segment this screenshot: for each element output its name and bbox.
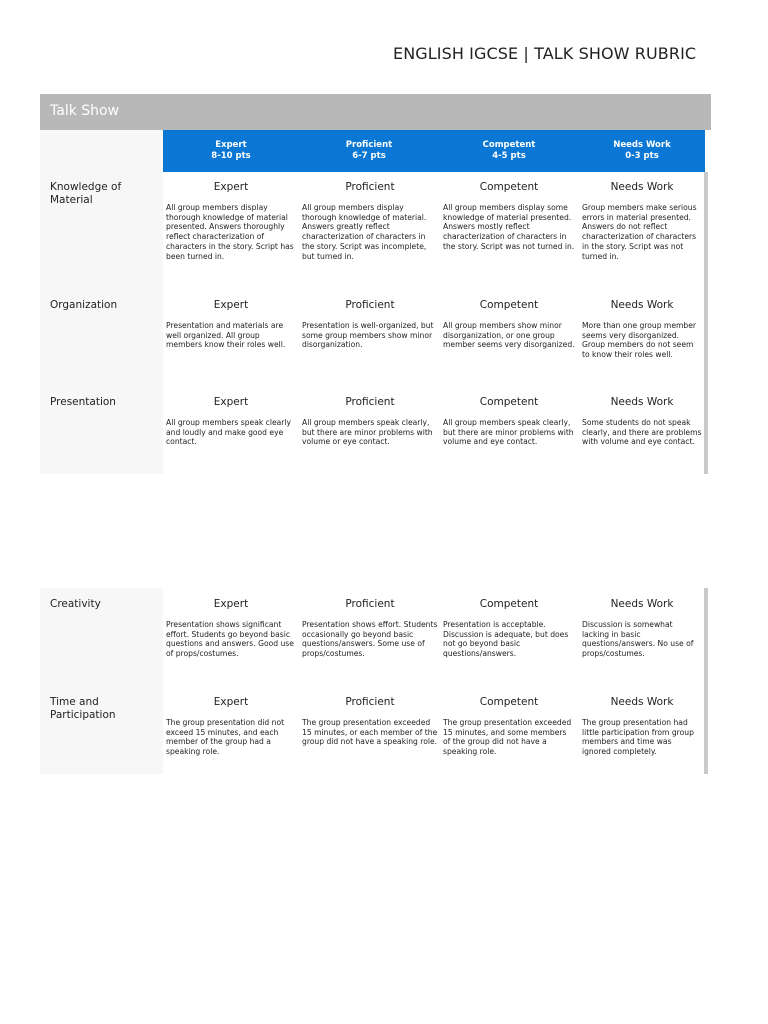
header-points: 4-5 pts xyxy=(492,151,526,161)
level-label: Needs Work xyxy=(610,181,674,193)
rubric-cell-proficient xyxy=(302,181,438,261)
rubric-cell-needs-work xyxy=(582,299,702,360)
level-label: Needs Work xyxy=(610,396,674,408)
level-label: Expert xyxy=(213,598,249,610)
criterion-row-time-participation xyxy=(40,696,705,766)
level-label: Competent xyxy=(479,181,539,193)
level-label: Proficient xyxy=(345,299,395,311)
level-description: All group members speak clearly and loudly and make good eye contact. xyxy=(166,418,291,447)
level-label: Competent xyxy=(479,598,539,610)
criterion-name: Organization xyxy=(50,299,118,311)
header-points: 0-3 pts xyxy=(625,151,659,161)
level-description: All group members display some knowledge of material presented. Answers mostly reflect characterization of characters in the story. Script was not turned in. xyxy=(443,203,575,251)
section-banner: Talk Show xyxy=(40,94,711,130)
header-points: 8-10 pts xyxy=(211,151,251,161)
rubric-cell-needs-work xyxy=(582,396,702,447)
level-label: Competent xyxy=(479,696,539,708)
level-description: The group presentation had little participation from group members and time was ignored completely. xyxy=(582,718,694,757)
level-label: Proficient xyxy=(345,598,395,610)
level-label: Needs Work xyxy=(610,598,674,610)
level-description: All group members speak clearly, but there are minor problems with volume or eye contact. xyxy=(302,418,433,447)
level-label: Proficient xyxy=(345,396,395,408)
rubric-table-part-1 xyxy=(40,130,711,474)
rubric-cell-proficient xyxy=(302,396,438,447)
criterion-row-presentation xyxy=(40,396,705,466)
header-needs-work xyxy=(579,130,705,172)
rubric-cell-needs-work xyxy=(582,696,702,757)
level-description: All group members display thorough knowledge of material. Answers greatly reflect characterization of characters in the story. Script was incomplete, but turned in. xyxy=(302,203,427,261)
level-description: Presentation is well-organized, but some group members show minor disorganization. xyxy=(302,321,434,350)
header-competent xyxy=(439,130,579,172)
level-description: All group members show minor disorganization, or one group member seems very disorganized. xyxy=(443,321,575,350)
criterion-row-organization xyxy=(40,299,705,389)
level-description: More than one group member seems very disorganized. Group members do not seem to know their roles well. xyxy=(582,321,697,360)
criterion-name: Creativity xyxy=(50,598,101,610)
level-description: The group presentation exceeded 15 minutes, or each member of the group did not have a speaking role. xyxy=(302,718,438,747)
criterion-name: Time and Participation xyxy=(50,696,116,721)
level-label: Competent xyxy=(479,396,539,408)
header-label: Proficient xyxy=(345,140,393,150)
level-description: The group presentation exceeded 15 minutes, and some members of the group did not have a speaking role. xyxy=(443,718,572,757)
rubric-cell-competent xyxy=(443,181,575,252)
header-label: Competent xyxy=(482,140,536,150)
level-description: Presentation is acceptable. Discussion is adequate, but does not go beyond basic questions/answers. xyxy=(443,620,569,659)
level-description: Presentation shows significant effort. Students go beyond basic questions and answers. Good use of props/costumes. xyxy=(166,620,294,659)
rubric-cell-expert xyxy=(166,396,296,447)
rubric-cell-expert xyxy=(166,181,296,261)
rubric-cell-needs-work xyxy=(582,598,702,659)
rubric-cell-expert xyxy=(166,696,296,757)
level-description: The group presentation did not exceed 15 minutes, and each member of the group had a speaking role. xyxy=(166,718,285,757)
rubric-cell-proficient xyxy=(302,299,438,350)
document-title: ENGLISH IGCSE | TALK SHOW RUBRIC xyxy=(393,44,697,63)
level-description: All group members display thorough knowledge of material presented. Answers thoroughly reflect characterization of characters in the story. Script has been turned in. xyxy=(166,203,294,261)
criterion-row-creativity xyxy=(40,598,705,688)
criterion-name: Presentation xyxy=(50,396,116,408)
rubric-cell-expert xyxy=(166,299,296,350)
level-description: Some students do not speak clearly, and there are problems with volume and eye contact. xyxy=(582,418,702,447)
level-description: Presentation shows effort. Students occasionally go beyond basic questions/answers. Some use of props/costumes. xyxy=(302,620,438,659)
level-label: Expert xyxy=(213,396,249,408)
level-description: Group members make serious errors in material presented. Answers do not reflect characterization of characters in the story. Script was not turned in. xyxy=(582,203,697,261)
level-label: Proficient xyxy=(345,181,395,193)
level-label: Expert xyxy=(213,299,249,311)
rubric-cell-proficient xyxy=(302,696,438,747)
header-label: Expert xyxy=(215,140,247,150)
level-label: Needs Work xyxy=(610,299,674,311)
level-label: Needs Work xyxy=(610,696,674,708)
rubric-cell-competent xyxy=(443,696,575,757)
criterion-name: Knowledge of Material xyxy=(50,181,122,206)
header-points: 6-7 pts xyxy=(352,151,386,161)
header-expert xyxy=(163,130,299,172)
rubric-cell-proficient xyxy=(302,598,438,659)
rubric-cell-expert xyxy=(166,598,296,659)
rubric-cell-needs-work xyxy=(582,181,702,261)
level-description: All group members speak clearly, but there are minor problems with volume and eye contact. xyxy=(443,418,574,447)
level-label: Competent xyxy=(479,299,539,311)
level-label: Expert xyxy=(213,181,249,193)
level-label: Proficient xyxy=(345,696,395,708)
level-label: Expert xyxy=(213,696,249,708)
level-description: Discussion is somewhat lacking in basic questions/answers. No use of props/costumes. xyxy=(582,620,694,659)
rubric-cell-competent xyxy=(443,396,575,447)
rubric-cell-competent xyxy=(443,299,575,350)
rubric-header-row xyxy=(163,130,705,172)
level-description: Presentation and materials are well organized. All group members know their roles well. xyxy=(166,321,286,350)
rubric-cell-competent xyxy=(443,598,575,659)
header-proficient xyxy=(299,130,439,172)
rubric-table-part-2 xyxy=(40,588,711,774)
header-label: Needs Work xyxy=(613,140,671,150)
criterion-row-knowledge xyxy=(40,181,705,291)
